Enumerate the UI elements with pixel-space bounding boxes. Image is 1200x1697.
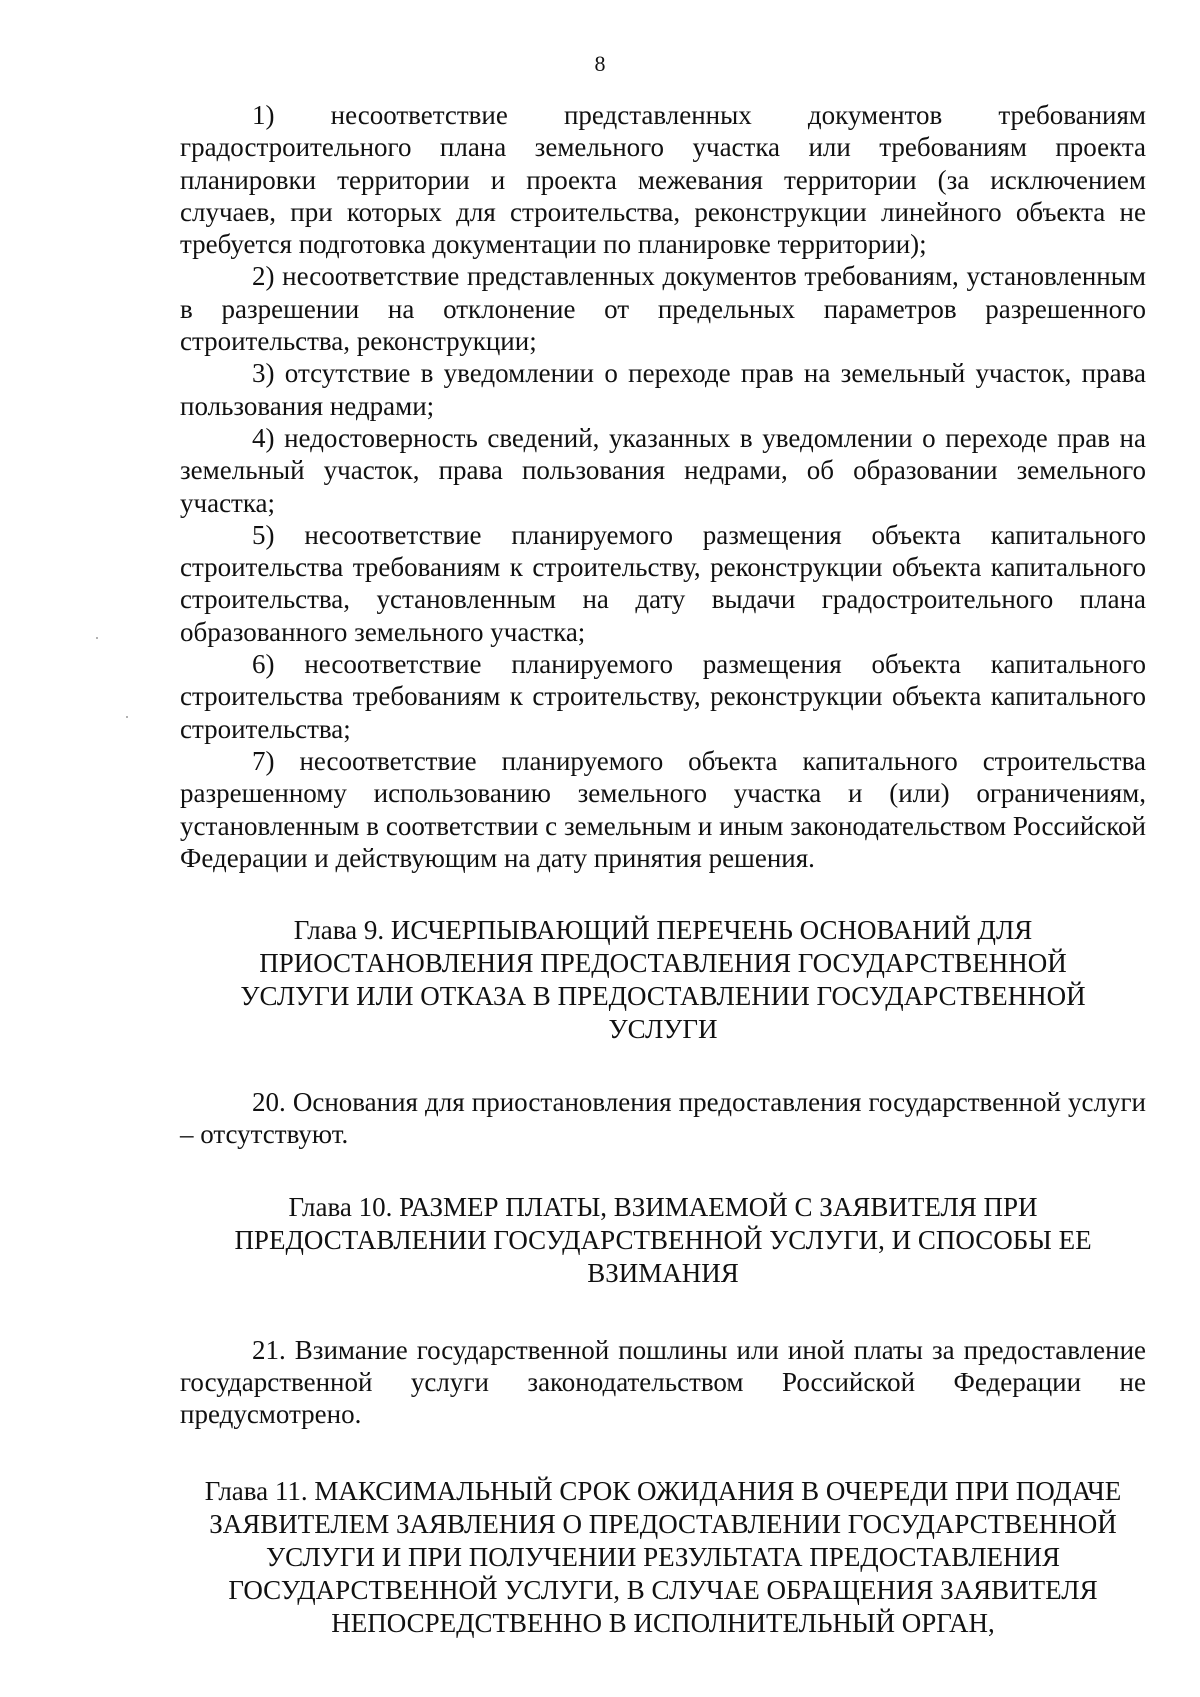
list-item: 1) несоответствие представленных документов требованиям градостроительного плана земельного участка или требованиям проекта планировки территории и проекта межевания территории (за исключением случаев, при которых для строительства, реконструкции линейного объекта не требуется подготовка документации по планировке территории);	[180, 100, 1146, 260]
heading-line: УСЛУГИ ИЛИ ОТКАЗА В ПРЕДОСТАВЛЕНИИ ГОСУДАРСТВЕННОЙ	[240, 981, 1086, 1012]
heading-line: ПРИОСТАНОВЛЕНИЯ ПРЕДОСТАВЛЕНИЯ ГОСУДАРСТВЕННОЙ	[259, 948, 1067, 979]
list-item: 7) несоответствие планируемого объекта капитального строительства разрешенному использованию земельного участка и (или) ограничениям, установленным в соответствии с земельным и иным законодательством Российской Федерации и действующим на дату принятия решения.	[180, 745, 1146, 873]
scan-speck	[126, 716, 128, 718]
heading-line: НЕПОСРЕДСТВЕННО В ИСПОЛНИТЕЛЬНЫЙ ОРГАН,	[331, 1607, 995, 1638]
heading-line: ГОСУДАРСТВЕННОЙ УСЛУГИ, В СЛУЧАЕ ОБРАЩЕНИЯ ЗАЯВИТЕЛЯ	[228, 1574, 1098, 1605]
heading-line: Глава 11. МАКСИМАЛЬНЫЙ СРОК ОЖИДАНИЯ В ОЧЕРЕДИ ПРИ ПОДАЧЕ	[204, 1475, 1122, 1506]
page-number: 8	[594, 51, 606, 76]
paragraph-21: 21. Взимание государственной пошлины или иной платы за предоставление государственной услуги законодательством Российской Федерации не предусмотрено.	[180, 1334, 1146, 1430]
chapter-11-heading	[180, 1475, 1146, 1640]
heading-line: УСЛУГИ И ПРИ ПОЛУЧЕНИИ РЕЗУЛЬТАТА ПРЕДОСТАВЛЕНИЯ	[265, 1541, 1061, 1572]
list-item: 5) несоответствие планируемого размещения объекта капитального строительства требованиям к строительству, реконструкции объекта капитального строительства, установленным на дату выдачи градостроительного плана образованного земельного участка;	[180, 519, 1146, 647]
list-item: 4) недостоверность сведений, указанных в уведомлении о переходе прав на земельный участок, права пользования недрами, об образовании земельного участка;	[180, 422, 1146, 518]
chapter-10-heading	[180, 1191, 1146, 1290]
chapter-9-heading	[180, 914, 1146, 1046]
heading-line: Глава 9. ИСЧЕРПЫВАЮЩИЙ ПЕРЕЧЕНЬ ОСНОВАНИЙ ДЛЯ	[293, 915, 1033, 946]
heading-line: Глава 10. РАЗМЕР ПЛАТЫ, ВЗИМАЕМОЙ С ЗАЯВИТЕЛЯ ПРИ	[288, 1191, 1038, 1222]
list-item: 2) несоответствие представленных документов требованиям, установленным в разрешении на отклонение от предельных параметров разрешенного строительства, реконструкции;	[180, 261, 1146, 357]
heading-line: ВЗИМАНИЯ	[587, 1257, 739, 1288]
heading-line: ЗАЯВИТЕЛЕМ ЗАЯВЛЕНИЯ О ПРЕДОСТАВЛЕНИИ ГОСУДАРСТВЕННОЙ	[209, 1508, 1117, 1539]
paragraph-20: 20. Основания для приостановления предоставления государственной услуги – отсутствуют.	[180, 1087, 1146, 1150]
heading-line: ПРЕДОСТАВЛЕНИИ ГОСУДАРСТВЕННОЙ УСЛУГИ, И СПОСОБЫ ЕЕ	[234, 1224, 1092, 1255]
heading-line: УСЛУГИ	[608, 1014, 718, 1045]
list-item: 6) несоответствие планируемого размещения объекта капитального строительства требованиям к строительству, реконструкции объекта капитального строительства;	[180, 649, 1146, 744]
document-body	[180, 99, 1146, 1640]
scan-speck	[96, 637, 98, 639]
list-item: 3) отсутствие в уведомлении о переходе прав на земельный участок, права пользования недрами;	[180, 358, 1146, 421]
